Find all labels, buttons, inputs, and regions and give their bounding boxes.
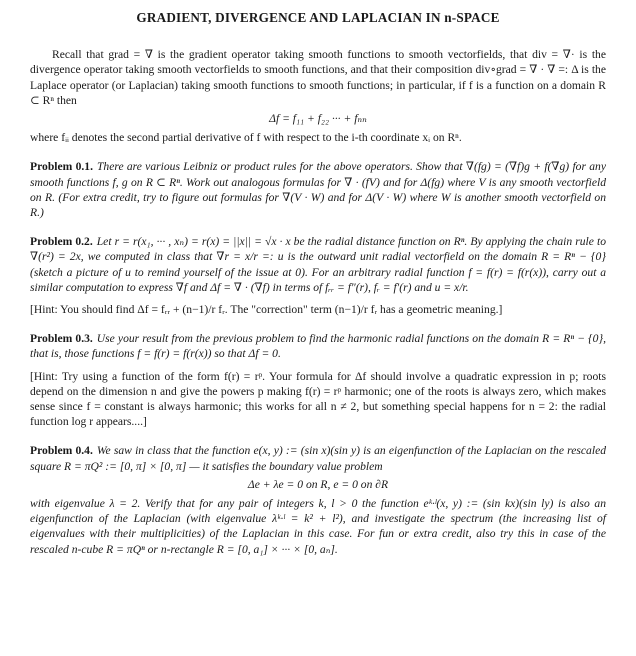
intro-after-text: where fᵢᵢ denotes the second partial derivative of f with respect to the i-th coordinate xᵢ on Rⁿ. xyxy=(30,131,462,145)
problem-0-3-hint: [Hint: Try using a function of the form f(r) = rᵖ. Your formula for Δf should involve a quadratic expression in p; roots depend on the dimension n and give the powers p making f(r) = rᵖ harmonic; one of the roots is always zero, which makes sense since f = constant is always harmonic; this works for all n ≠ 2, but something special happens for n = 2: the radial function log r appears....] xyxy=(30,369,606,429)
document-title: GRADIENT, DIVERGENCE AND LAPLACIAN IN n-SPACE xyxy=(136,10,500,25)
problem-0-4-text xyxy=(30,443,606,473)
problem-0-3-label: Problem 0.3. xyxy=(30,332,93,346)
boundary-value-equation: Δe + λe = 0 on R, e = 0 on ∂R xyxy=(247,477,389,491)
problem-0-2-label: Problem 0.2. xyxy=(30,235,93,249)
laplacian-equation: Δf = f₁₁ + f₂₂ ··· + fₙₙ xyxy=(269,112,367,126)
problem-0-4 xyxy=(30,443,606,556)
problem-0-1-body: There are various Leibniz or product rules for the above operators. Show that ∇(fg) = (∇f)g + f(∇g) for any smooth functions f, g on R ⊂ Rⁿ. Work out analogous formulas for ∇ · (fV) and for Δ(fg) where V is any smooth vectorfield on R. (For extra credit, try to figure out formulas for ∇(V · W) and for Δ(V · W) where W is another smooth vectorfield on R.) xyxy=(30,160,606,220)
problem-0-4-after: with eigenvalue λ = 2. Verify that for any pair of integers k, l > 0 the function eᵏ·ˡ(x, y) := (sin kx)(sin ly) is also an eigenfunction of the Laplacian (with eigenvalue λᵏ·ˡ = k² + l²), and investigate the spectrum (the increasing list of eigenvalues with their multiplicities) of the Laplacian in this case. For fun or extra credit, also try this in case of the rescaled n-cube R = πQⁿ or n-rectangle R = [0, a₁] × ··· × [0, aₙ]. xyxy=(30,497,606,556)
problem-0-1-label: Problem 0.1. xyxy=(30,160,93,174)
problem-0-4-body: We saw in class that the function e(x, y) := (sin x)(sin y) is an eigenfunction of the Laplacian on the rescaled square R = πQ² := [0, π] × [0, π] — it satisfies the boundary value problem xyxy=(30,444,607,473)
problem-0-2 xyxy=(30,234,606,317)
problem-0-3-body: Use your result from the previous problem to find the harmonic radial functions on the domain R = Rⁿ − {0}, that is, those functions f = f(r) = f(r(x)) so that Δf = 0. xyxy=(30,332,607,361)
problem-0-4-label: Problem 0.4. xyxy=(30,444,93,458)
problem-0-2-text xyxy=(30,234,606,295)
problem-0-3-text xyxy=(30,331,606,361)
problem-0-1-text xyxy=(30,159,606,220)
problem-0-3 xyxy=(30,331,606,429)
intro-paragraph: Recall that grad = ∇ is the gradient operator taking smooth functions to smooth vectorfields, that div = ∇· is the divergence operator taking smooth vectorfields to smooth functions, and that their composition div∘grad = ∇ · ∇ =: Δ is the Laplace operator (or Laplacian) taking smooth functions to smooth functions; in particular, if f is a function on a domain R ⊂ Rⁿ then xyxy=(30,48,606,107)
problem-0-2-body: Let r = r(x₁, ··· , xₙ) = r(x) = ||x|| = √x · x be the radial distance function on Rⁿ. By applying the chain rule to ∇(r²) = 2x, we computed in class that ∇r = x/r =: u is the outward unit radial vectorfield on the domain R = Rⁿ − {0} (sketch a picture of u to remind yourself of the issue at 0). For an arbitrary radial function f = f(r) = f(r(x)), carry out a similar computation to express ∇f and Δf = ∇ · (∇f) in terms of fᵣᵣ = f″(r), fᵣ = f′(r) and u = x/r. xyxy=(30,235,606,294)
problem-0-1 xyxy=(30,159,606,220)
problem-0-2-hint: [Hint: You should find Δf = fᵣᵣ + (n−1)/r fᵣ. The "correction" term (n−1)/r fᵣ has a geometric meaning.] xyxy=(30,303,503,317)
